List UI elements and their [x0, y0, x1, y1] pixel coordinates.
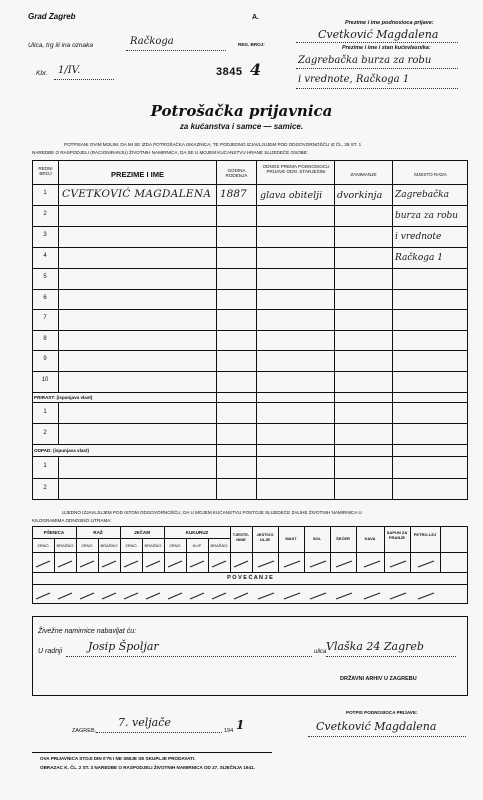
- shop-street-underline: [326, 656, 456, 657]
- supplies-single-header: KAVA: [364, 536, 376, 541]
- supplies-single-header: JESTIVO ULJE: [256, 532, 274, 543]
- supplies-header-line: [32, 538, 230, 539]
- row-line: [32, 371, 468, 372]
- kbr-underline: [54, 79, 114, 80]
- supplies-single-header: TJESTE-NINE: [232, 532, 250, 543]
- date-value: 7. veljače: [118, 716, 171, 729]
- row-number: 1: [43, 190, 47, 196]
- person-workplace-line: burza za robu: [395, 211, 459, 221]
- row-number: 8: [43, 336, 47, 342]
- shop-label: U radnji: [38, 648, 63, 655]
- page-subtitle: za kućanstva i samce — samice.: [179, 122, 304, 131]
- col-header-occupation: ZANIMANJE: [350, 172, 377, 177]
- col-header-relation: ODNOS PREMA PODNOSIOCU PRIJAVE ODN. STARJEŠINI: [262, 164, 330, 175]
- row-line: [32, 423, 468, 424]
- signature-underline: [308, 736, 466, 737]
- row-number: 10: [41, 377, 49, 383]
- row-number: 1: [43, 409, 47, 415]
- supplies-sub-header: BRAŠNO: [210, 543, 228, 548]
- shop-underline: [66, 656, 312, 657]
- archive-stamp: DRŽAVNI ARHIV U ZAGREBU: [340, 676, 417, 682]
- supplies-text-2: KILOGRAMIMA ODNOSNO LITRAMA:: [32, 518, 112, 523]
- prirast-label: PRIRAST: (ispunjava vlast): [34, 395, 93, 400]
- kbr-label: Kbr.: [36, 70, 48, 77]
- date-underline: [96, 732, 222, 733]
- row-line: [32, 330, 468, 331]
- row-line: [32, 268, 468, 269]
- supplies-single-header: ŠEĆER: [336, 536, 350, 541]
- signature-label: POTPIS PODNOSIOCA PRIJAVE:: [346, 710, 418, 715]
- row-number: 6: [43, 295, 47, 301]
- household-value-2: i vrednote, Račkoga 1: [298, 74, 410, 85]
- street-underline: [126, 50, 226, 51]
- signature: Cvetković Magdalena: [316, 720, 437, 733]
- household-underline-1: [296, 68, 458, 69]
- row-number: 7: [43, 315, 47, 321]
- series-letter: A.: [252, 14, 259, 21]
- row-number: 1: [43, 463, 47, 469]
- supplies-sub-header: ZRNO: [125, 543, 137, 548]
- street-value: Račkoga: [130, 36, 174, 47]
- row-number: 2: [43, 211, 47, 217]
- supplies-group-header: PŠENICA: [43, 530, 65, 535]
- col-header-name: PREZIME I IME: [111, 170, 164, 179]
- supplies-group-header: JEČAM: [133, 530, 151, 535]
- row-number: 4: [43, 253, 47, 259]
- row-number: 2: [43, 485, 47, 491]
- footer-note-2: OBRAZAC K. ČL. 2 ST. 3 NAREDBE O RASPODJELI ŽIVOTNIH NAMIRNICA OD 27. SIJEČNJA 1941.: [40, 765, 255, 770]
- supplies-group-header: KUKURUZ: [185, 530, 209, 535]
- person-workplace-line: i vrednote: [395, 232, 442, 242]
- row-line: [32, 456, 468, 457]
- shop-value: Josip Špoljar: [88, 640, 159, 653]
- col-header-workplace: MJESTO RADA: [414, 172, 447, 177]
- row-line: [32, 205, 468, 206]
- row-number: 5: [43, 274, 47, 280]
- odpad-label: ODPAD: (ispunjava vlast): [34, 448, 90, 453]
- footer-note-1: OVA PRIJAVNICA STOJI DIN 0'75 I NE SMIJE SE SKUPLJE PRODAVATI.: [40, 756, 196, 761]
- supplies-sub-header: ZRNO: [81, 543, 93, 548]
- supplies-single-header: PETRO-LEJ: [413, 532, 437, 537]
- household-label: Prezime i ime i stan kućevlasnika:: [342, 45, 431, 51]
- row-line: [32, 392, 468, 393]
- row-number: 3: [43, 232, 47, 238]
- person-occupation: dvorkinja: [337, 190, 383, 201]
- col-header-no: REDNI BROJ: [38, 166, 53, 177]
- supplies-single-header: MAST: [285, 536, 297, 541]
- reg-label: REG. BROJ:: [238, 42, 265, 47]
- place-label: ZAGREB,: [72, 728, 97, 734]
- year-label: 194: [224, 728, 234, 734]
- row-line: [32, 478, 468, 479]
- row-line: [32, 226, 468, 227]
- povecanje-label: P O V E Ć A N J E: [227, 575, 273, 581]
- row-line: [32, 289, 468, 290]
- person-workplace-line: Račkoga 1: [395, 253, 443, 263]
- supplies-sub-header: ZRNO: [169, 543, 181, 548]
- supplies-single-header: SAPUN ZA PRANJE: [386, 530, 408, 541]
- row-line: [32, 184, 468, 185]
- year-hand: 1: [236, 718, 245, 732]
- intro-text-1: POTPISANI OVIM MOLIM, DA MI SE IZDA POTROŠAČKA ISKAZNICA, TE PODJEDNO IZJAVLJUJEM POD ODGOVORNOŠĆU IZ ČL. 28 ST. 1: [64, 142, 362, 147]
- applicant-label: Prezime i ime podnosioca prijave:: [345, 20, 434, 26]
- shop-street-label: ulica: [314, 649, 327, 655]
- person-name: CVETKOVIĆ MAGDALENA: [62, 188, 212, 200]
- applicant-value: Cvetković Magdalena: [318, 28, 439, 41]
- issuer: Grad Zagreb: [28, 12, 76, 21]
- row-number: 2: [43, 430, 47, 436]
- supplies-group-header: RAŽ: [93, 530, 103, 535]
- person-birth-year: 1887: [220, 188, 247, 200]
- row-line: [32, 444, 468, 445]
- row-number: 9: [43, 356, 47, 362]
- intro-text-2: NAREDBE O RASPODJELI (RACIONIRANJU) ŽIVOTNIH NAMIRNICA, DA SE U MOJEM KUĆANSTVU HRANE SLIJEDEĆE OSOBE:: [32, 150, 309, 155]
- row-line: [32, 402, 468, 403]
- person-relation: glava obitelji: [260, 190, 323, 201]
- reg-number-printed: 3845: [216, 66, 243, 78]
- col-header-year: GODINA RODENJA: [225, 168, 248, 179]
- person-workplace-line: Zagrebačka: [395, 190, 449, 200]
- supplies-sub-header: BRAŠNO: [144, 543, 162, 548]
- supplies-text-1: UJEDNO IZJAVLJUJEM POD ISTOM ODGOVORNOŠĆU, DA U MOJEM KUĆANSTVU POSTOJE SLIJEDEĆE ZALIHE ŽIVOTNIH NAMIRNICA U: [62, 510, 362, 515]
- supplies-sub-header: BRAŠNO: [56, 543, 74, 548]
- household-underline-2: [296, 88, 458, 89]
- household-value-1: Zagrebačka burza za robu: [298, 55, 432, 66]
- row-line: [32, 309, 468, 310]
- shop-street-value: Vlaška 24 Zagreb: [326, 640, 424, 653]
- provisioning-label: Živežne namirnice nabavljat ću:: [38, 628, 137, 635]
- persons-col-divider: [58, 160, 59, 392]
- row-line: [32, 247, 468, 248]
- footer-rule: [32, 752, 272, 753]
- reg-number-hand: 4: [250, 60, 262, 79]
- supplies-sub-header: KLIP: [192, 543, 202, 548]
- kbr-value: 1/IV.: [58, 65, 81, 76]
- supplies-sub-header: BRAŠNO: [100, 543, 118, 548]
- street-label: Ulica, trg ili ina oznaka: [28, 42, 94, 49]
- supplies-sub-header: ZRNO: [37, 543, 49, 548]
- page-title: Potrošačka prijavnica: [150, 102, 333, 120]
- applicant-underline: [296, 42, 458, 43]
- supplies-single-header: SOL: [312, 536, 322, 541]
- row-line: [32, 350, 468, 351]
